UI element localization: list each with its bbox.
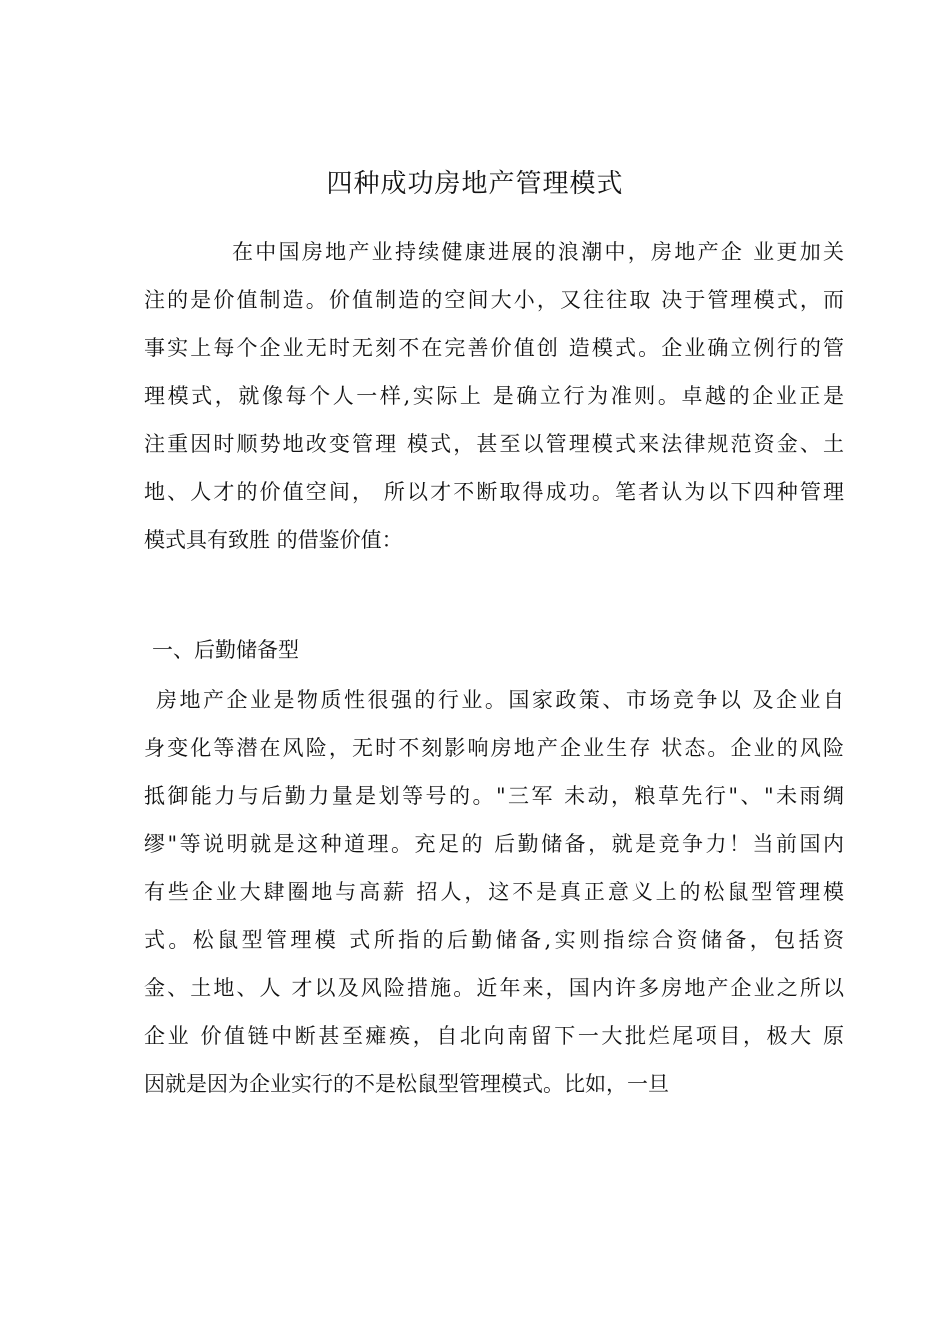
paragraph-line: 在中国房地产业持续健康进展的浪潮中，房地产企 业更加关 — [232, 240, 844, 264]
paragraph-line: 注的是价值制造。价值制造的空间大小，又往往取 决于管理模式，而 — [144, 288, 844, 312]
paragraph-line: 注重因时顺势地改变管理 模式，甚至以管理模式来法律规范资金、土 — [144, 432, 844, 456]
paragraph-line: 事实上每个企业无时无刻不在完善价值创 造模式。企业确立例行的管 — [144, 336, 844, 360]
paragraph-line: 理模式，就像每个人一样,实际上 是确立行为准则。卓越的企业正是 — [144, 384, 844, 408]
paragraph-line: 有些企业大肆圈地与高薪 招人，这不是真正意义上的松鼠型管理模 — [144, 880, 844, 904]
section-paragraph — [144, 676, 844, 1108]
paragraph-line: 地、人才的价值空间， 所以才不断取得成功。笔者认为以下四种管理 — [144, 480, 844, 504]
paragraph-line: 模式具有致胜 的借鉴价值： — [144, 528, 403, 552]
paragraph-line: 身变化等潜在风险，无时不刻影响房地产企业生存 状态。企业的风险 — [144, 736, 844, 760]
paragraph-line: 式。松鼠型管理模 式所指的后勤储备,实则指综合资储备，包括资 — [144, 928, 844, 952]
paragraph-line: 因就是因为企业实行的不是松鼠型管理模式。比如，一旦 — [144, 1072, 669, 1096]
paragraph-line: 抵御能力与后勤力量是划等号的。"三军 未动，粮草先行"、"未雨绸 — [144, 784, 844, 808]
document-title: 四种成功房地产管理模式 — [326, 169, 624, 199]
paragraph-line: 企业 价值链中断甚至瘫痪，自北向南留下一大批烂尾项目，极大 原 — [144, 1024, 844, 1048]
paragraph-line: 房地产企业是物质性很强的行业。国家政策、市场竞争以 及企业自 — [156, 688, 844, 712]
paragraph-line: 缪"等说明就是这种道理。充足的 后勤储备，就是竞争力！当前国内 — [144, 832, 844, 856]
section-heading: 一、后勤储备型 — [152, 638, 299, 662]
intro-paragraph — [144, 228, 844, 564]
paragraph-line: 金、土地、人 才以及风险措施。近年来，国内许多房地产企业之所以 — [144, 976, 844, 1000]
